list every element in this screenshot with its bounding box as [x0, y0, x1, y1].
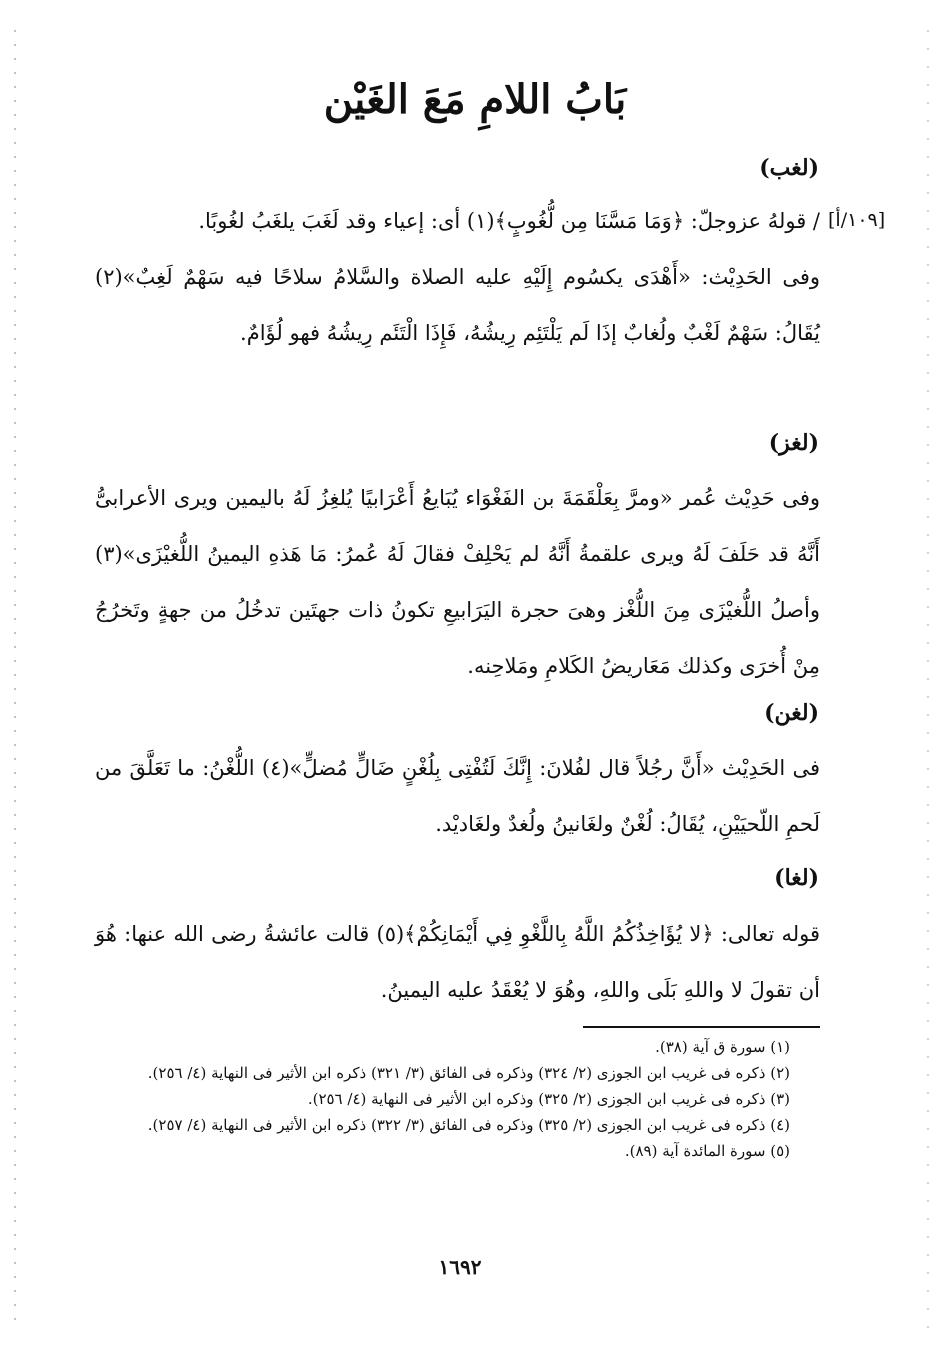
page-number: ١٦٩٢	[438, 1255, 482, 1279]
footnote-separator	[583, 1026, 820, 1028]
footnote-item: (٣) ذكره فى غريب ابن الجوزى (٢/ ٣٢٥) وذكره ابن الأثير فى النهاية (٤/ ٢٥٦).	[307, 1090, 790, 1108]
section-body-lughb	[95, 193, 820, 361]
footnote-item: (١) سورة ق آية (٣٨).	[655, 1038, 790, 1056]
footnotes	[95, 1034, 820, 1164]
section-heading-lughz: (لغز)	[768, 430, 819, 456]
paragraph: قوله تعالى: ﴿لا يُؤَاخِذُكُمُ اللَّهُ بِاللَّغْوِ فِي أَيْمَانِكُمْ﴾(٥) قالت عائشةُ رضى الله عنها: هُوَ أن تقولَ لا واللهِ بَلَى واللهِ، وهُوَ لا يُعْقَدُ عليه اليمينُ.	[95, 922, 820, 1002]
paragraph: وفى حَدِيْث عُمر «ومرَّ بِعَلْقَمَةَ بن الفَغْوَاء يُبَايعُ أَعْرَابيًا يُلغِزُ لَهُ باليمين ويرى الأعرابىُّ أَنَّهُ قد حَلَفَ لَهُ ويرى علقمةُ أَنَّهُ لم يَحْلِفْ فقالَ لَهُ عُمرُ: مَا هَذهِ اليمينُ اللُّغيْزَى»(٣) وأصلُ اللُّغيْزَى مِنَ اللُّغْز وهىَ حجرة اليَرَابيعِ تكونُ ذات جهتَين تدخُلُ من جهةٍ وتَخرُجُ مِنْ أُخرَى وكذلك مَعَاريضُ الكَلامِ ومَلاحِنه.	[95, 486, 820, 678]
section-heading-lughb: (لغب)	[759, 155, 819, 181]
section-body-lughn	[95, 740, 820, 852]
section-body-lugha	[95, 906, 820, 1018]
paragraph: وفى الحَدِيْث: «أَهْدَى يكسُوم إِلَيْهِ عليه الصلاة والسَّلامُ سلاحًا فيه سَهْمٌ لَغِبٌ»(٢) يُقَالُ: سَهْمٌ لَغْبٌ ولُغابٌ إذَا لَم يَلْتَئِم رِيشُهُ، فَإِذَا الْتَئَم رِيشُهُ فهو لُؤَامٌ.	[95, 265, 820, 345]
footnote-item: (٤) ذكره فى غريب ابن الجوزى (٢/ ٣٢٥) وذكره فى الفائق (٣/ ٣٢٢) ذكره ابن الأثير فى النهاية (٤/ ٢٥٧).	[147, 1116, 790, 1134]
margin-page-reference: [١٠٩/أ]	[828, 209, 886, 231]
section-body-lughz	[95, 470, 820, 694]
paragraph: / قولهُ عزوجلّ: ﴿وَمَا مَسَّنَا مِن لُّغُوبٍ﴾(١) أى: إعياء وقد لَغَبَ يلغَبُ لغُوبًا.	[198, 209, 820, 233]
scan-edge-left	[14, 30, 16, 1330]
chapter-title: بَابُ اللامِ مَعَ الغَيْن	[323, 76, 627, 123]
section-heading-lughn: (لغن)	[764, 700, 819, 726]
footnote-item: (٢) ذكره فى غريب ابن الجوزى (٢/ ٣٢٤) وذكره فى الفائق (٣/ ٣٢١) ذكره ابن الأثير فى النهاية (٤/ ٢٥٦).	[147, 1064, 790, 1082]
paragraph: فى الحَدِيْث «أَنَّ رجُلاً قال لفُلانَ: إِنَّكَ لَتُفْتِى بِلُغْنٍ ضَالٍّ مُضلٍّ»(٤) اللُّغْنُ: ما تَعَلَّقَ من لَحمِ اللّحيَيْنِ، يُقَالُ: لُغْنٌ ولغَانينُ ولُغدٌ ولغَاديْد.	[95, 756, 820, 836]
footnote-item: (٥) سورة المائدة آية (٨٩).	[624, 1142, 790, 1160]
scan-edge-right	[927, 30, 929, 1330]
section-heading-lugha: (لغا)	[774, 865, 819, 891]
